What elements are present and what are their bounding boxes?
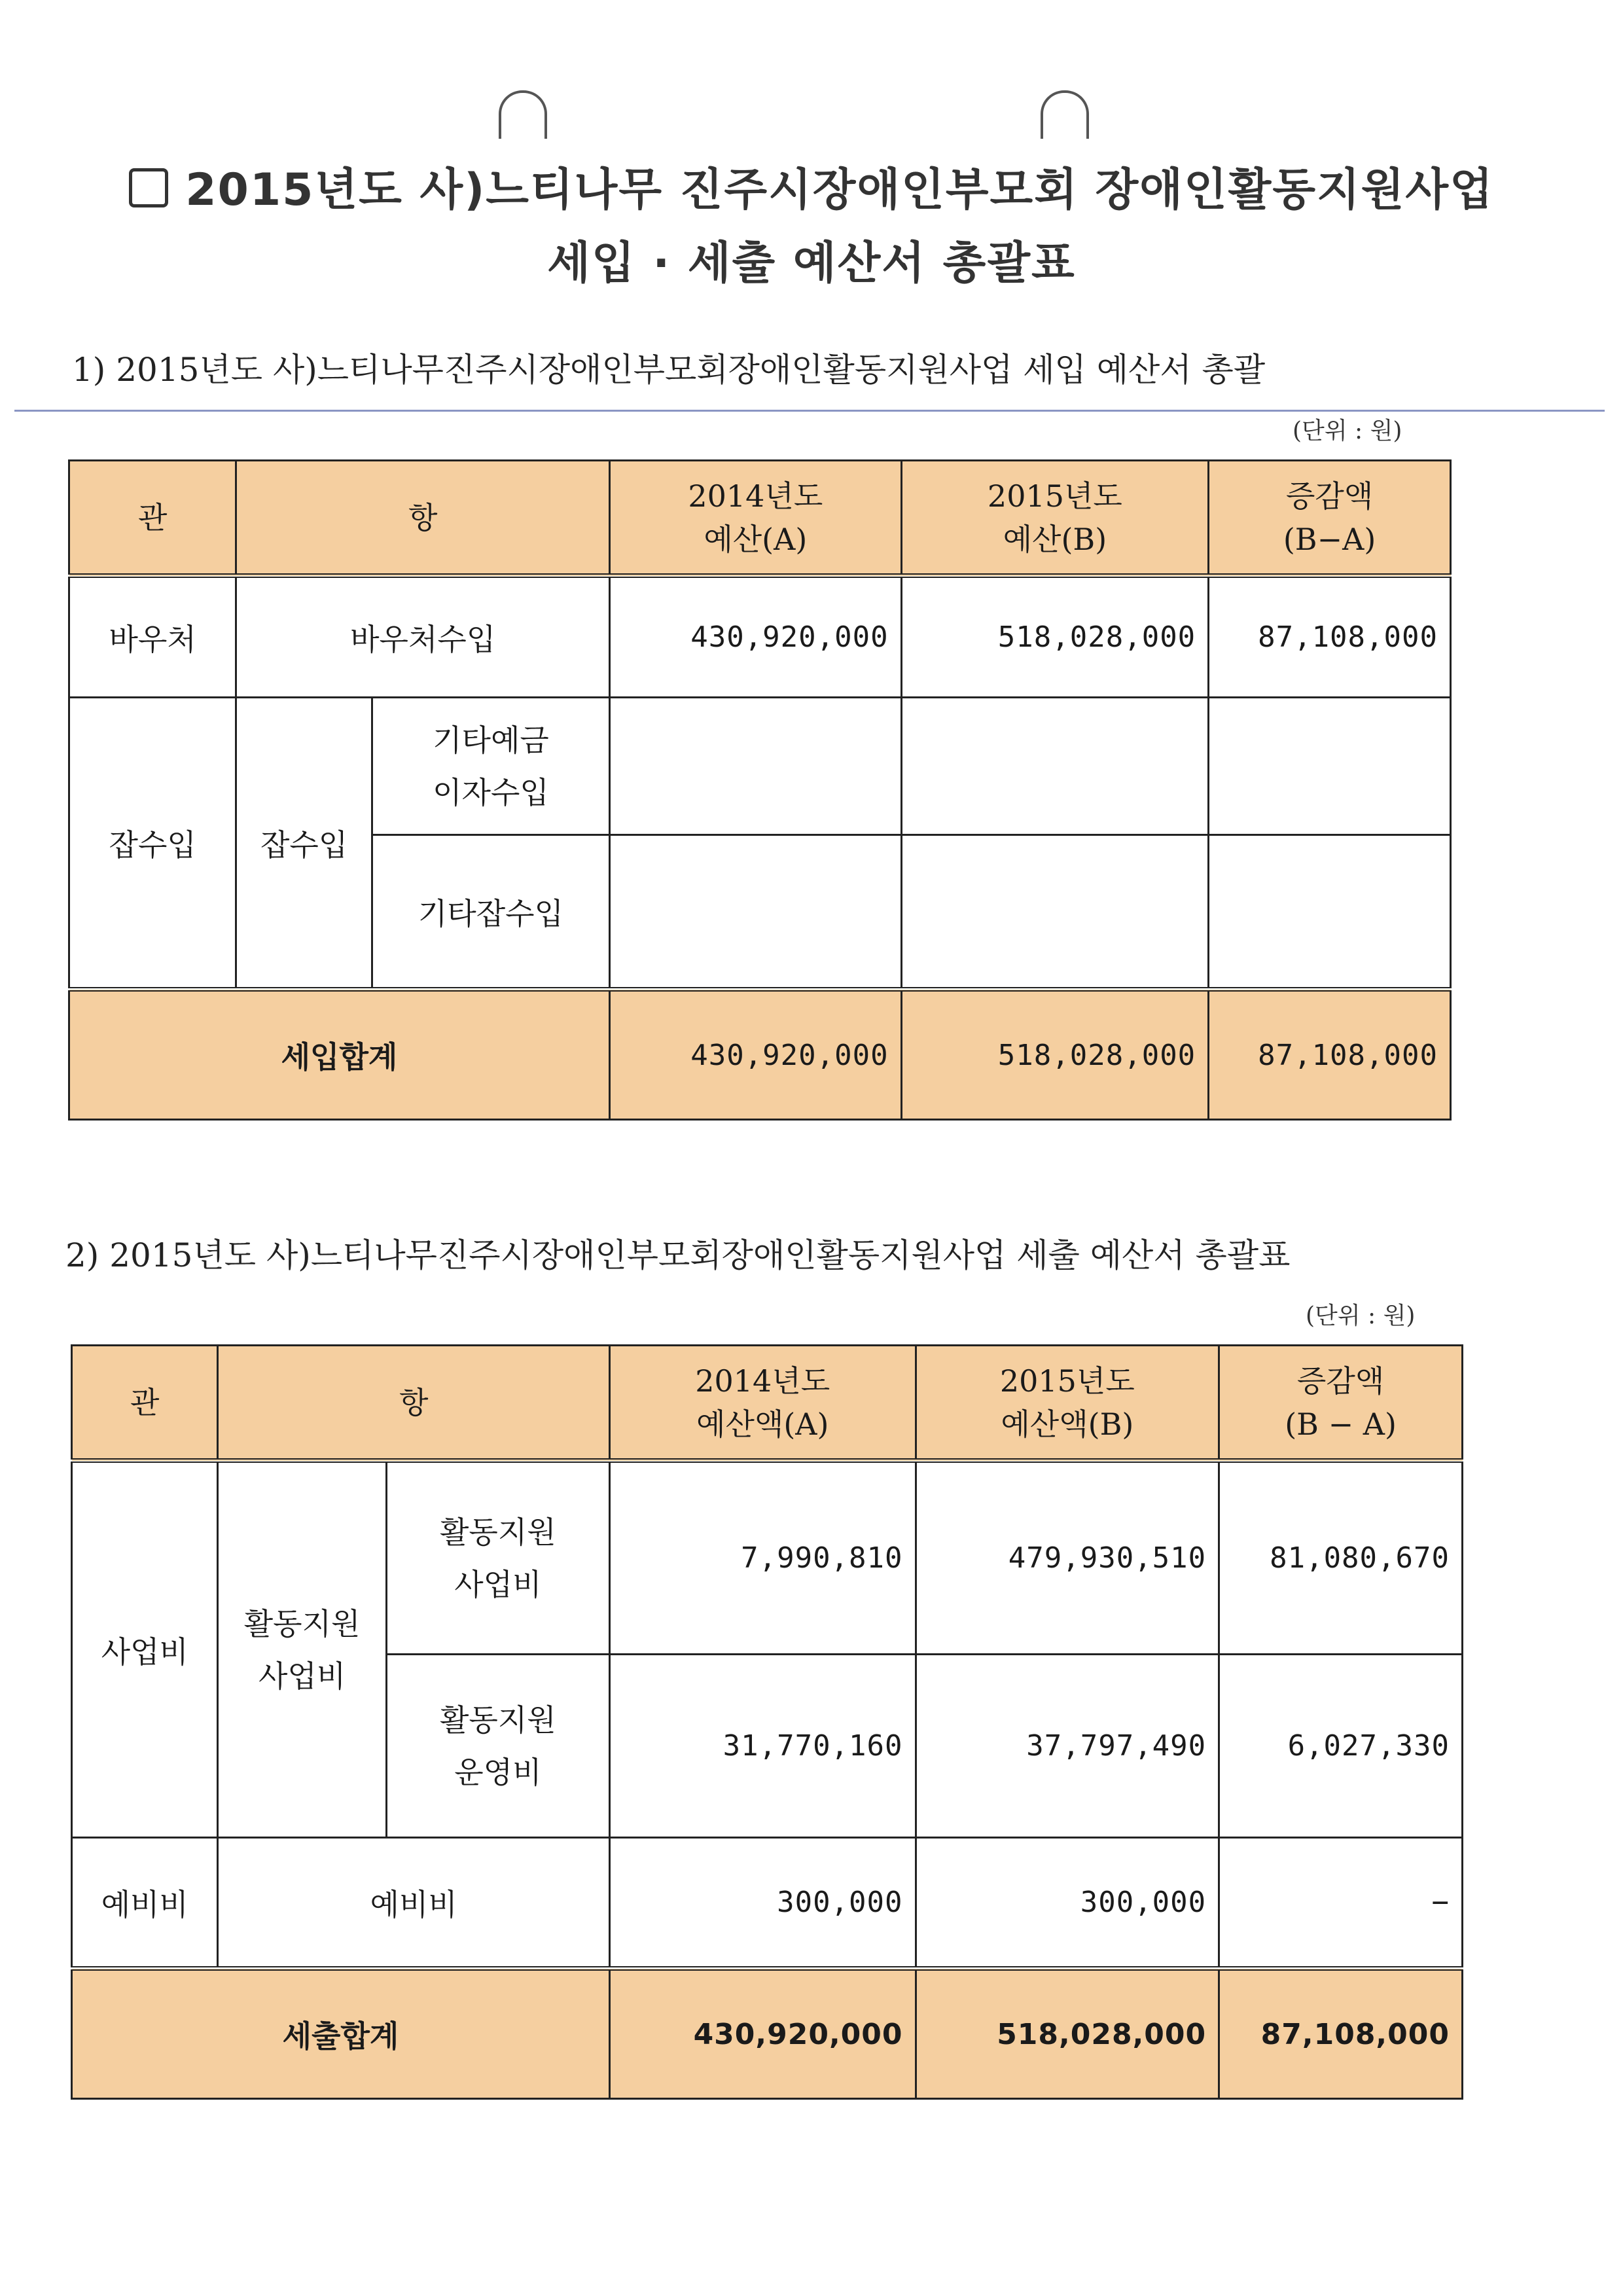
total-2014-value: 430,920,000 bbox=[609, 990, 901, 1120]
header-2015-budget bbox=[901, 461, 1209, 576]
row-mok bbox=[372, 698, 609, 835]
punch-hole-left bbox=[499, 90, 547, 139]
mok-line1: 활동지원 bbox=[439, 1702, 556, 1738]
row-gwan: 예비비 bbox=[72, 1838, 218, 1969]
header-b-line2: 예산(B) bbox=[1003, 521, 1107, 557]
row-2014-value: 300,000 bbox=[609, 1838, 916, 1969]
row-hang: 잡수입 bbox=[236, 698, 372, 990]
header-b-line1: 2015년도 bbox=[987, 478, 1122, 514]
total-difference-value: 87,108,000 bbox=[1219, 1969, 1463, 2099]
row-hang bbox=[218, 1461, 386, 1838]
header-hang: 항 bbox=[218, 1346, 609, 1461]
row-2014-value: 31,770,160 bbox=[609, 1655, 916, 1838]
total-2015-value: 518,028,000 bbox=[916, 1969, 1219, 2099]
header-b-line2: 예산액(B) bbox=[1001, 1406, 1134, 1442]
total-label: 세입합계 bbox=[69, 990, 610, 1120]
mok-line1: 활동지원 bbox=[439, 1514, 556, 1550]
title-line-1: 2015년도 사)느티나무 진주시장애인부모회 장애인활동지원사업 bbox=[185, 164, 1494, 216]
row-hang: 바우처수입 bbox=[236, 576, 610, 698]
empty-cell bbox=[901, 698, 1209, 835]
header-b-line1: 2015년도 bbox=[999, 1363, 1135, 1399]
table-row bbox=[69, 698, 1451, 835]
header-a-line1: 2014년도 bbox=[688, 478, 823, 514]
header-2014-budget bbox=[609, 461, 901, 576]
total-2015-value: 518,028,000 bbox=[901, 990, 1209, 1120]
row-hang: 예비비 bbox=[218, 1838, 609, 1969]
row-difference-value: 87,108,000 bbox=[1209, 576, 1451, 698]
header-gwan: 관 bbox=[69, 461, 236, 576]
expenditure-total-row bbox=[72, 1969, 1463, 2099]
row-gwan: 잡수입 bbox=[69, 698, 236, 990]
expenditure-table bbox=[71, 1344, 1463, 2100]
header-c-line1: 증감액 bbox=[1285, 478, 1374, 514]
revenue-table bbox=[68, 459, 1452, 1121]
row-mok bbox=[386, 1655, 609, 1838]
empty-cell bbox=[609, 698, 901, 835]
row-difference-value: − bbox=[1219, 1838, 1463, 1969]
header-a-line2: 예산액(A) bbox=[696, 1406, 829, 1442]
header-a-line1: 2014년도 bbox=[695, 1363, 830, 1399]
row-2015-value: 518,028,000 bbox=[901, 576, 1209, 698]
punch-hole-right bbox=[1041, 90, 1089, 139]
table-row bbox=[69, 576, 1451, 698]
total-difference-value: 87,108,000 bbox=[1209, 990, 1451, 1120]
header-hang: 항 bbox=[236, 461, 610, 576]
row-difference-value: 6,027,330 bbox=[1219, 1655, 1463, 1838]
revenue-unit-label: (단위 : 원) bbox=[1293, 418, 1402, 444]
divider-line bbox=[14, 410, 1605, 412]
header-gwan: 관 bbox=[72, 1346, 218, 1461]
empty-cell bbox=[609, 835, 901, 990]
row-mok: 기타잡수입 bbox=[372, 835, 609, 990]
empty-cell bbox=[1209, 835, 1451, 990]
expenditure-header-row bbox=[72, 1346, 1463, 1461]
row-gwan: 사업비 bbox=[72, 1461, 218, 1838]
revenue-header-row bbox=[69, 461, 1451, 576]
header-difference bbox=[1209, 461, 1451, 576]
header-c-line2: (B − A) bbox=[1285, 1406, 1397, 1442]
mok-line1: 기타예금 bbox=[433, 722, 549, 758]
row-2014-value: 7,990,810 bbox=[609, 1461, 916, 1655]
row-gwan: 바우처 bbox=[69, 576, 236, 698]
row-2015-value: 37,797,490 bbox=[916, 1655, 1219, 1838]
row-mok bbox=[386, 1461, 609, 1655]
header-c-line2: (B−A) bbox=[1283, 521, 1376, 557]
header-c-line1: 증감액 bbox=[1296, 1363, 1385, 1399]
document-title bbox=[0, 154, 1623, 218]
mok-line2: 운영비 bbox=[454, 1754, 542, 1790]
expenditure-section-heading: 2) 2015년도 사)느티나무진주시장애인부모회장애인활동지원사업 세출 예산서 총괄표 bbox=[65, 1236, 1291, 1274]
header-difference bbox=[1219, 1346, 1463, 1461]
revenue-total-row bbox=[69, 990, 1451, 1120]
mok-line2: 이자수입 bbox=[433, 774, 549, 810]
document-subtitle: 세입 · 세출 예산서 총괄표 bbox=[547, 238, 1076, 289]
row-difference-value: 81,080,670 bbox=[1219, 1461, 1463, 1655]
total-label: 세출합계 bbox=[72, 1969, 610, 2099]
empty-cell bbox=[901, 835, 1209, 990]
row-2015-value: 300,000 bbox=[916, 1838, 1219, 1969]
mok-line2: 사업비 bbox=[454, 1566, 542, 1602]
header-a-line2: 예산(A) bbox=[704, 521, 808, 557]
hang-line1: 활동지원 bbox=[243, 1605, 361, 1641]
expenditure-unit-label: (단위 : 원) bbox=[1306, 1302, 1416, 1329]
row-2014-value: 430,920,000 bbox=[609, 576, 901, 698]
row-2015-value: 479,930,510 bbox=[916, 1461, 1219, 1655]
revenue-section-heading: 1) 2015년도 사)느티나무진주시장애인부모회장애인활동지원사업 세입 예산서 총괄 bbox=[72, 351, 1266, 389]
total-2014-value: 430,920,000 bbox=[609, 1969, 916, 2099]
hang-line2: 사업비 bbox=[258, 1658, 346, 1694]
header-2015-budget bbox=[916, 1346, 1219, 1461]
checkbox-square-icon bbox=[129, 168, 168, 207]
empty-cell bbox=[1209, 698, 1451, 835]
table-row bbox=[72, 1838, 1463, 1969]
table-row bbox=[72, 1461, 1463, 1655]
header-2014-budget bbox=[609, 1346, 916, 1461]
